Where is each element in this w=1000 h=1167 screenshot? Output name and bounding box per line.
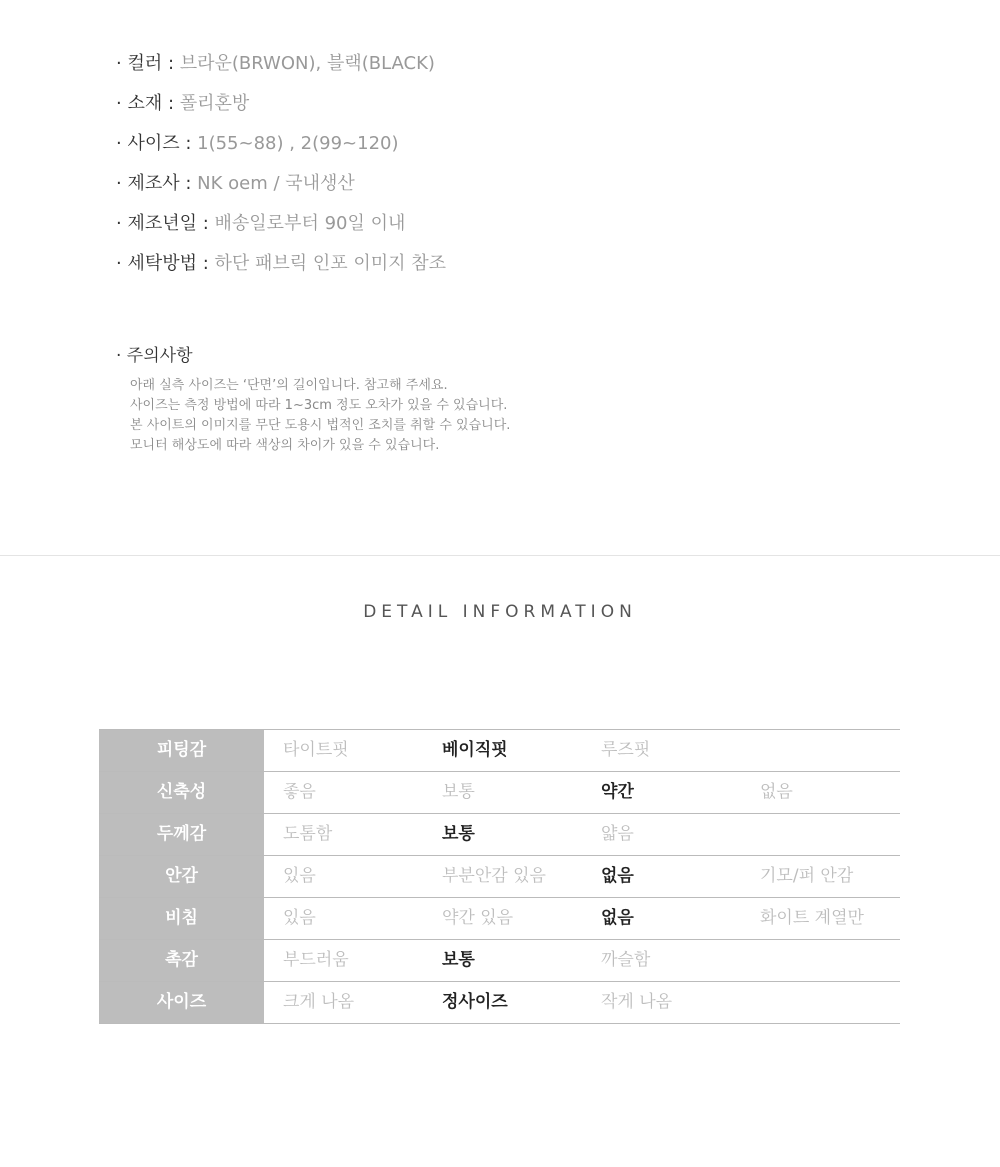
product-specs <box>116 50 446 290</box>
spec-label: · 제조사 : <box>116 173 198 194</box>
detail-option: 루즈핏 <box>601 740 651 760</box>
spec-value: NK oem / 국내생산 <box>197 173 355 194</box>
spec-value: 배송일로부터 90일 이내 <box>214 213 406 234</box>
note-line: 본 사이트의 이미지를 무단 도용시 법적인 조치를 취할 수 있습니다. <box>130 418 511 433</box>
notes-lines <box>130 376 510 456</box>
detail-row-header: 사이즈 <box>99 982 264 1023</box>
detail-option: 까슬함 <box>601 950 651 970</box>
note-line: 모니터 해상도에 따라 색상의 차이가 있을 수 있습니다. <box>130 438 440 453</box>
detail-option-selected: 없음 <box>601 908 634 928</box>
detail-row-header: 안감 <box>99 856 264 897</box>
detail-row-header: 피팅감 <box>99 730 264 771</box>
notes-title: · 주의사항 <box>116 346 193 366</box>
detail-option: 좋음 <box>283 782 316 802</box>
detail-option-selected: 베이직핏 <box>442 740 508 760</box>
detail-option <box>741 814 900 855</box>
detail-table <box>99 729 900 1024</box>
detail-option: 약간 있음 <box>442 908 514 928</box>
detail-option: 부분안감 있음 <box>442 866 546 886</box>
detail-option: 도톰함 <box>283 824 333 844</box>
detail-row <box>99 982 900 1024</box>
spec-row-material <box>116 90 446 130</box>
detail-option: 타이트핏 <box>283 740 349 760</box>
detail-option: 크게 나옴 <box>283 992 355 1012</box>
detail-row <box>99 772 900 814</box>
caution-notes <box>116 342 510 456</box>
spec-label: · 세탁방법 : <box>116 253 215 274</box>
detail-row <box>99 898 900 940</box>
spec-value: 1(55~88) , 2(99~120) <box>197 133 399 154</box>
detail-option <box>741 982 900 1023</box>
detail-row <box>99 940 900 982</box>
detail-row <box>99 814 900 856</box>
spec-row-manufacturer <box>116 170 446 210</box>
spec-row-size <box>116 130 446 170</box>
detail-option: 작게 나옴 <box>601 992 673 1012</box>
spec-label: · 사이즈 : <box>116 133 198 154</box>
detail-option: 화이트 계열만 <box>760 908 864 928</box>
detail-option: 있음 <box>283 908 316 928</box>
detail-option: 부드러움 <box>283 950 349 970</box>
detail-option: 보통 <box>442 782 475 802</box>
spec-value: 브라운(BRWON), 블랙(BLACK) <box>179 53 435 74</box>
spec-label: · 컬러 : <box>116 53 180 74</box>
note-line: 아래 실측 사이즈는 ‘단면’의 길이입니다. 참고해 주세요. <box>130 378 448 393</box>
detail-option: 있음 <box>283 866 316 886</box>
note-line: 사이즈는 측정 방법에 따라 1~3cm 정도 오차가 있을 수 있습니다. <box>130 398 508 413</box>
section-divider <box>0 555 1000 556</box>
spec-row-washing <box>116 250 446 290</box>
detail-row-header: 두께감 <box>99 814 264 855</box>
detail-option: 기모/퍼 안감 <box>760 866 854 886</box>
detail-option: 얇음 <box>601 824 634 844</box>
detail-row <box>99 856 900 898</box>
detail-option-selected: 보통 <box>442 950 475 970</box>
spec-value: 하단 패브릭 인포 이미지 참조 <box>214 253 447 274</box>
detail-title: DETAIL INFORMATION <box>363 602 637 622</box>
detail-row-header: 촉감 <box>99 940 264 981</box>
detail-row-header: 신축성 <box>99 772 264 813</box>
detail-option <box>741 730 900 771</box>
detail-option-selected: 보통 <box>442 824 475 844</box>
detail-option-selected: 없음 <box>601 866 634 886</box>
detail-option-selected: 약간 <box>601 782 634 802</box>
spec-row-color <box>116 50 446 90</box>
detail-option <box>741 940 900 981</box>
detail-option: 없음 <box>760 782 793 802</box>
spec-row-manufacture-date <box>116 210 446 250</box>
detail-option-selected: 정사이즈 <box>442 992 508 1012</box>
detail-row-header: 비침 <box>99 898 264 939</box>
detail-row <box>99 730 900 772</box>
spec-label: · 제조년일 : <box>116 213 215 234</box>
spec-value: 폴리혼방 <box>179 93 250 114</box>
spec-label: · 소재 : <box>116 93 180 114</box>
